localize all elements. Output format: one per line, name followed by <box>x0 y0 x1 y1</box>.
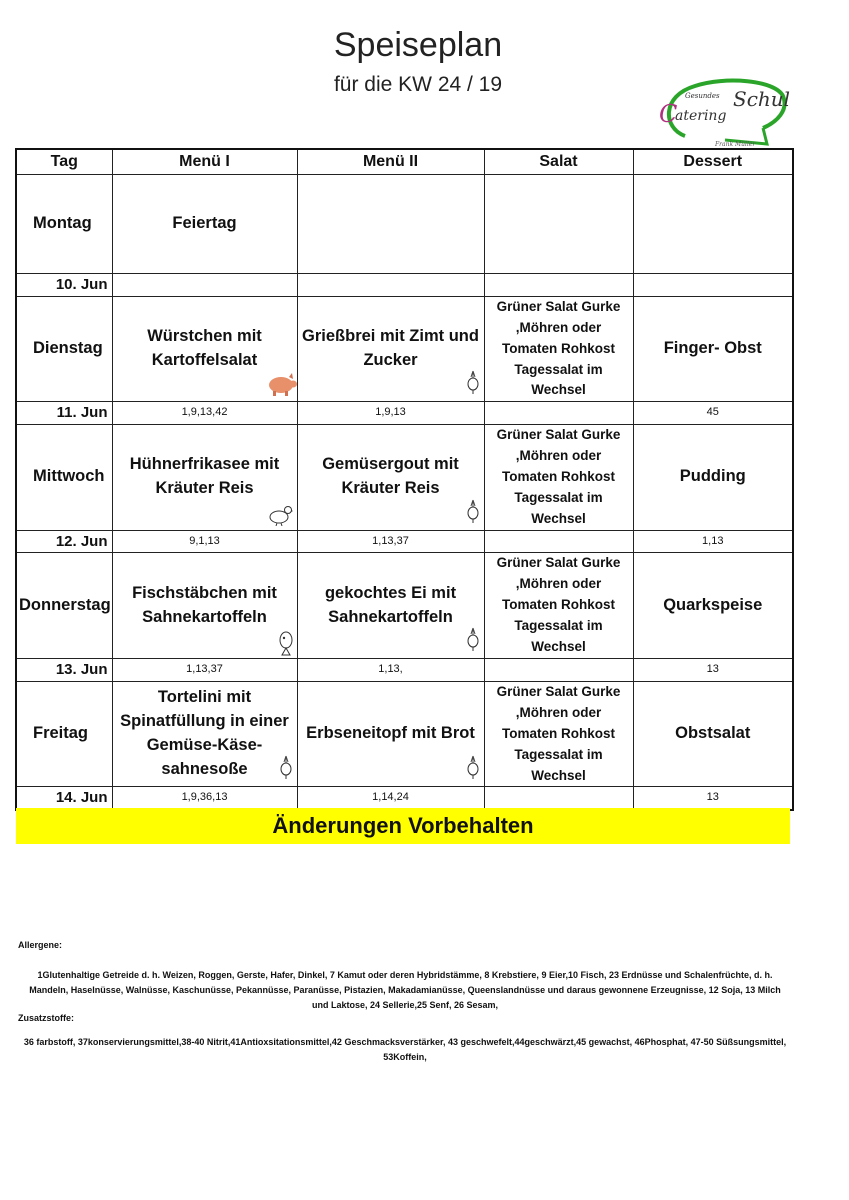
day-name: Freitag <box>16 681 112 787</box>
dessert-codes: 1,13 <box>633 530 793 553</box>
day-date: 11. Jun <box>16 402 112 425</box>
fish-icon <box>277 630 295 656</box>
menu2-codes: 1,13,37 <box>297 530 484 553</box>
table-header-row <box>16 149 793 175</box>
day-date: 13. Jun <box>16 659 112 682</box>
menu1-dish: Fischstäbchen mit Sahnekartoffeln <box>132 583 277 626</box>
menu1-codes <box>112 274 297 297</box>
menu1-dish: Würstchen mit Kartoffelsalat <box>147 327 262 370</box>
dessert-cell: Finger- Obst <box>633 296 793 402</box>
menu1-cell <box>112 425 297 531</box>
chicken-icon <box>267 504 293 526</box>
salat-cell: Grüner Salat Gurke ,Möhren oder Tomaten Rohkost Tagessalat im Wechsel <box>484 296 633 402</box>
table-row <box>16 787 793 810</box>
table-row <box>16 402 793 425</box>
salat-codes <box>484 274 633 297</box>
week-subtitle: für die KW 24 / 19 <box>333 73 503 96</box>
day-name: Donnerstag <box>16 553 112 659</box>
header-menu1: Menü I <box>112 149 297 175</box>
dessert-cell: Pudding <box>633 425 793 531</box>
menu1-codes: 1,9,36,13 <box>112 787 297 810</box>
menu1-cell <box>112 681 297 787</box>
menu2-codes: 1,9,13 <box>297 402 484 425</box>
menu1-cell <box>112 553 297 659</box>
table-row <box>16 274 793 297</box>
salat-codes <box>484 402 633 425</box>
allergens-text: 1Glutenhaltige Getreide d. h. Weizen, Roggen, Gerste, Hafer, Dinkel, 7 Kamut oder deren Hybridstämme, 8 Krebstiere, 9 Eier,10 Fisch, 23 Erdnüsse und Schalenfrüchte, d. h. Mandeln, Haselnüsse, Walnüsse, Kaschunüsse, Pekannüsse, Paranüsse, Pistazien, Makadamianüsse, Queenslandnüsse und daraus gewonnene Erzeugnisse, 12 Soja, 13 Milch und Laktose, 24 Sellerie,25 Senf, 26 Sesam, <box>29 970 781 1010</box>
beet-icon <box>466 626 480 652</box>
svg-text:Gesundes: Gesundes <box>685 92 720 100</box>
dessert-codes: 45 <box>633 402 793 425</box>
menu1-dish: Tortelini mit Spinatfüllung in einer Gemüse-Käse-sahnesoße <box>120 688 289 779</box>
beet-icon <box>466 369 480 395</box>
menu2-dish: Gemüsergout mit Kräuter Reis <box>322 455 459 498</box>
beet-icon <box>466 498 480 524</box>
table-row <box>16 175 793 274</box>
menu2-dish: Erbseneitopf mit Brot <box>306 724 475 743</box>
svg-text:Schul: Schul <box>733 87 790 111</box>
table-row <box>16 659 793 682</box>
table-row <box>16 425 793 531</box>
salat-cell <box>484 175 633 274</box>
header-dessert: Dessert <box>633 149 793 175</box>
salat-cell: Grüner Salat Gurke ,Möhren oder Tomaten Rohkost Tagessalat im Wechsel <box>484 553 633 659</box>
header-salat: Salat <box>484 149 633 175</box>
menu1-codes: 9,1,13 <box>112 530 297 553</box>
pig-icon <box>265 371 297 397</box>
day-date: 14. Jun <box>16 787 112 810</box>
salat-cell: Grüner Salat Gurke ,Möhren oder Tomaten Rohkost Tagessalat im Wechsel <box>484 681 633 787</box>
menu2-codes: 1,14,24 <box>297 787 484 810</box>
menu2-codes <box>297 274 484 297</box>
svg-text:C: C <box>659 100 678 128</box>
menu1-dish: Hühnerfrikasee mit Kräuter Reis <box>129 455 280 498</box>
dessert-cell <box>633 175 793 274</box>
menu2-dish <box>297 175 484 274</box>
additives-heading: Zusatzstoffe: <box>18 1013 74 1023</box>
menu1-dish: Feiertag <box>112 175 297 274</box>
dessert-cell: Quarkspeise <box>633 553 793 659</box>
menu1-codes: 1,9,13,42 <box>112 402 297 425</box>
dessert-codes: 13 <box>633 787 793 810</box>
beet-icon <box>279 754 293 780</box>
day-name: Montag <box>16 175 112 274</box>
table-row <box>16 530 793 553</box>
dessert-codes: 13 <box>633 659 793 682</box>
day-name: Mittwoch <box>16 425 112 531</box>
svg-text:atering: atering <box>675 108 727 124</box>
table-row <box>16 553 793 659</box>
additives-text: 36 farbstoff, 37konservierungsmittel,38-40 Nitrit,41Antioxsitationsmittel,42 Geschmacksverstärker, 43 geschwefelt,44geschwärzt,45 gewachst, 46Phosphat, 47-50 Süßsungsmittel, 53Koffein, <box>23 1037 787 1062</box>
menu2-dish: gekochtes Ei mit Sahnekartoffeln <box>324 583 457 626</box>
day-name: Dienstag <box>16 296 112 402</box>
salat-codes <box>484 530 633 553</box>
catering-logo <box>655 78 790 150</box>
dessert-cell: Obstsalat <box>633 681 793 787</box>
menu2-cell <box>297 296 484 402</box>
svg-text:Frank Müller: Frank Müller <box>715 141 756 148</box>
menu2-cell <box>297 681 484 787</box>
menu2-codes: 1,13, <box>297 659 484 682</box>
dessert-codes <box>633 274 793 297</box>
salat-cell: Grüner Salat Gurke ,Möhren oder Tomaten Rohkost Tagessalat im Wechsel <box>484 425 633 531</box>
changes-reserved-banner: Änderungen Vorbehalten <box>16 808 790 844</box>
day-date: 12. Jun <box>16 530 112 553</box>
menu1-cell <box>112 296 297 402</box>
header-tag: Tag <box>16 149 112 175</box>
menu1-codes: 1,13,37 <box>112 659 297 682</box>
menu2-dish: Grießbrei mit Zimt und Zucker <box>302 327 479 370</box>
allergens-heading: Allergene: <box>18 940 63 950</box>
menu2-cell <box>297 553 484 659</box>
menu2-cell <box>297 425 484 531</box>
day-date: 10. Jun <box>16 274 112 297</box>
menu-table <box>15 148 794 811</box>
salat-codes <box>484 659 633 682</box>
table-row <box>16 296 793 402</box>
salat-codes <box>484 787 633 810</box>
header-menu2: Menü II <box>297 149 484 175</box>
table-row <box>16 681 793 787</box>
beet-icon <box>466 754 480 780</box>
page-title: Speiseplan <box>333 26 503 64</box>
